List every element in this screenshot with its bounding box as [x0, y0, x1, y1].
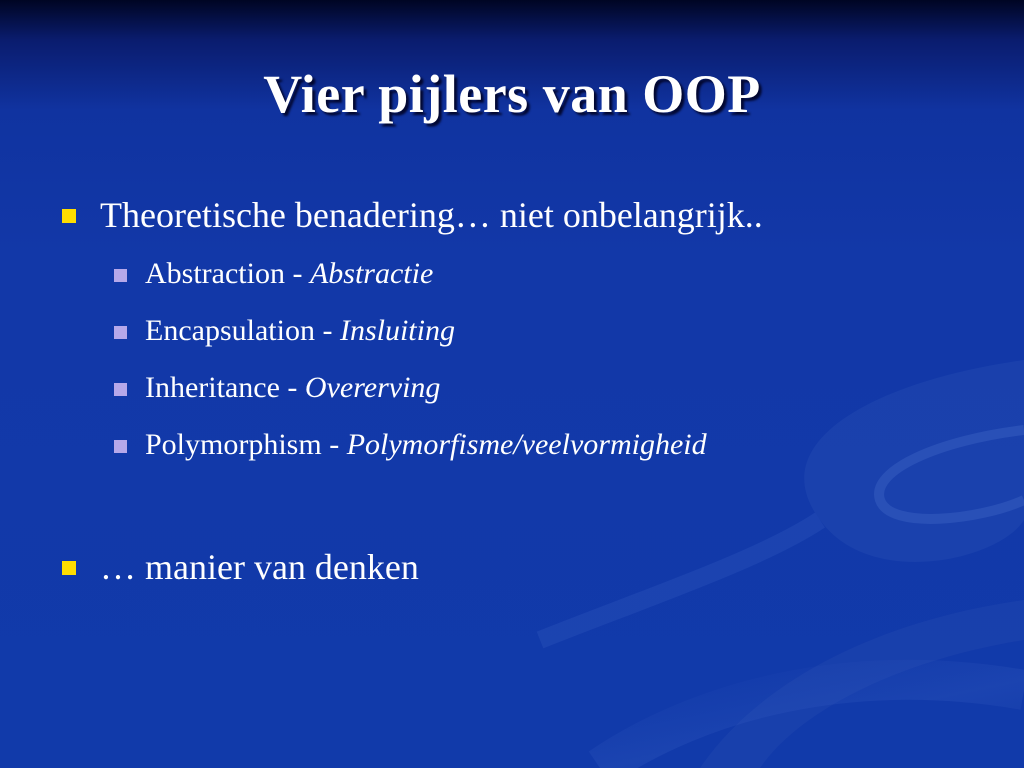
bullet-text: … manier van denken	[100, 547, 419, 587]
sub-bullet-polymorphism	[114, 426, 707, 464]
sub-bullet-translation: Overerving	[304, 371, 441, 404]
sub-bullet-term: Inheritance	[145, 371, 280, 404]
sub-bullet-translation: Abstractie	[309, 257, 434, 290]
sub-bullet-term: Encapsulation	[145, 314, 315, 347]
sub-bullet-term: Abstraction	[145, 257, 285, 290]
sub-bullet-encapsulation	[114, 312, 455, 350]
lavender-square-bullet-icon	[114, 269, 127, 282]
sub-bullet-translation: Insluiting	[339, 314, 455, 347]
bullet-item-way-of-thinking	[62, 545, 419, 589]
sub-bullet-term: Polymorphism	[145, 428, 322, 461]
lavender-square-bullet-icon	[114, 440, 127, 453]
yellow-square-bullet-icon	[62, 209, 76, 223]
yellow-square-bullet-icon	[62, 561, 76, 575]
sub-bullet-separator: -	[314, 314, 340, 347]
bullet-item-theory	[62, 193, 763, 237]
slide-title: Vier pijlers van OOP	[263, 64, 761, 124]
sub-bullet-separator: -	[279, 371, 305, 404]
sub-bullet-translation: Polymorfisme/veelvormigheid	[346, 428, 707, 461]
lavender-square-bullet-icon	[114, 326, 127, 339]
bullet-text: Theoretische benadering… niet onbelangrijk..	[100, 195, 763, 235]
sub-bullet-separator: -	[321, 428, 347, 461]
sub-bullet-separator: -	[284, 257, 310, 290]
sub-bullet-inheritance	[114, 369, 440, 407]
lavender-square-bullet-icon	[114, 383, 127, 396]
sub-bullet-abstraction	[114, 255, 433, 293]
